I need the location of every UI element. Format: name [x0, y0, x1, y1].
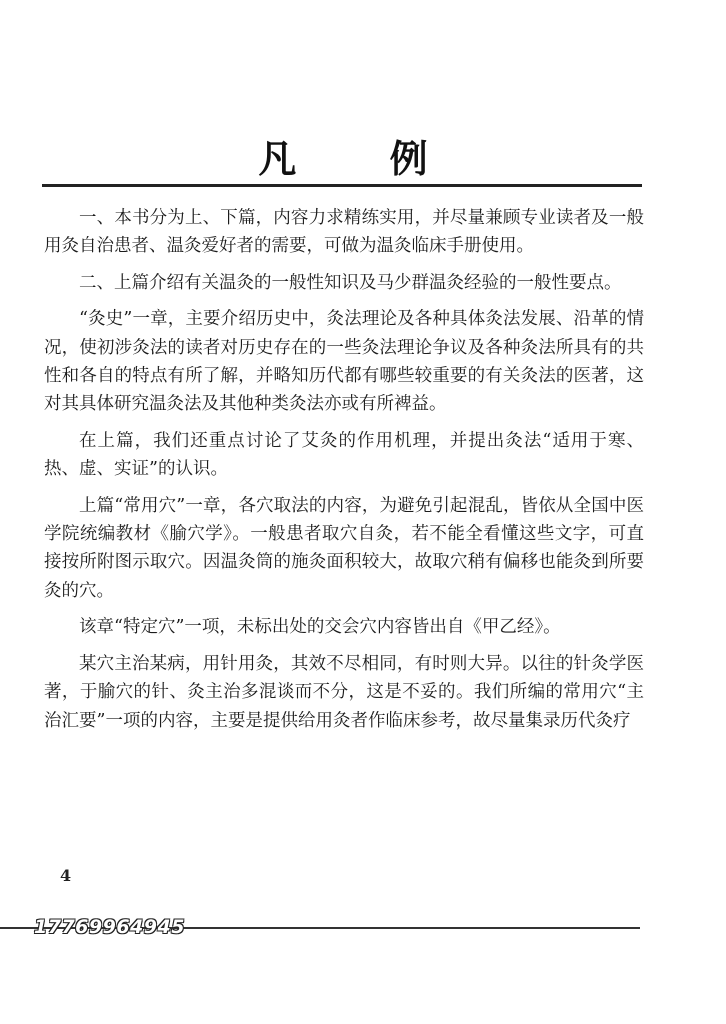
- page-number: 4: [60, 866, 72, 885]
- page-title: 凡 例: [258, 136, 468, 181]
- paragraph-7: 某穴主治某病，用针用灸，其效不尽相同，有时则大异。以往的针灸学医著，于腧穴的针、灸主治多混谈而不分，这是不妥的。我们所编的常用穴“主治汇要”一项的内容，主要是提供给用灸者作临床参考，故尽量集录历代灸疗: [44, 653, 644, 731]
- title-divider: [42, 184, 642, 187]
- paragraph-6: 该章“特定穴”一项，未标出处的交会穴内容皆出自《甲乙经》。: [79, 617, 561, 638]
- paragraph-1: 一、本书分为上、下篇，内容力求精练实用，并尽量兼顾专业读者及一般用灸自治患者、温灸爱好者的需要，可做为温灸临床手册使用。: [44, 208, 644, 257]
- paragraph-3: “灸史”一章，主要介绍历史中，灸法理论及各种具体灸法发展、沿革的情况，使初涉灸法的读者对历史存在的一些灸法理论争议及各种灸法所具有的共性和各自的特点有所了解，并略知历代都有哪些较重要的有关灸法的医著，这对其具体研究温灸法及其他种类灸法亦或有所裨益。: [44, 309, 644, 415]
- paragraph-4: 在上篇，我们还重点讨论了艾灸的作用机理，并提出灸法“适用于寒、热、虚、实证”的认识。: [44, 430, 644, 480]
- paragraph-5: 上篇“常用穴”一章，各穴取法的内容，为避免引起混乱，皆依从全国中医学院统编教材《腧穴学》。一般患者取穴自灸，若不能全看懂这些文字，可直接按所附图示取穴。因温灸筒的施灸面积较大，故取穴稍有偏移也能灸到所要灸的穴。: [44, 495, 644, 601]
- body-text: [44, 204, 644, 735]
- paragraph-2: 二、上篇介绍有关温灸的一般性知识及马少群温灸经验的一般性要点。: [79, 272, 622, 293]
- watermark-phone-number: 17769964945: [34, 916, 185, 938]
